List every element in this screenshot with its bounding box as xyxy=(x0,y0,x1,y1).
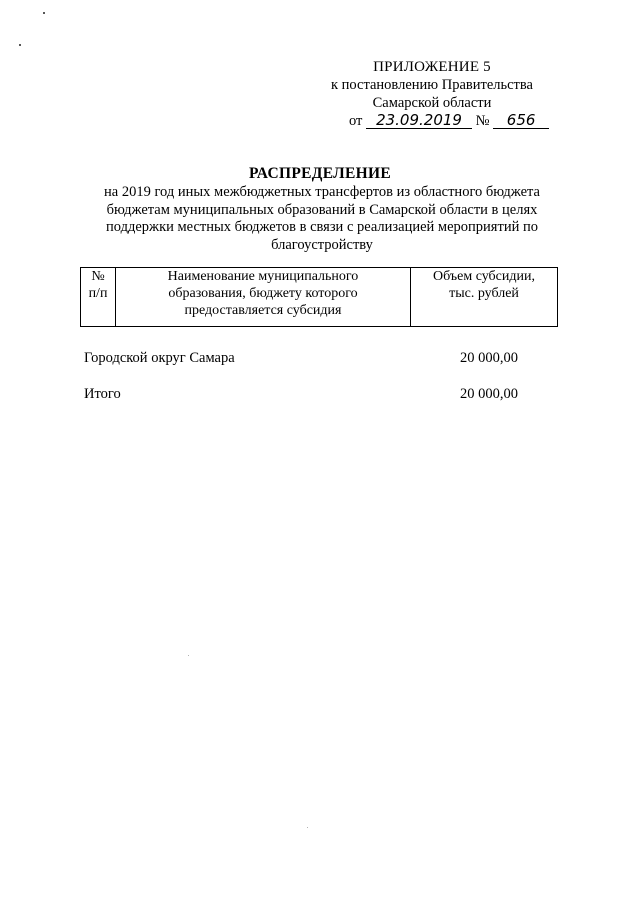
distribution-table-header xyxy=(80,267,558,327)
total-label: Итого xyxy=(84,386,121,402)
scan-speck xyxy=(307,827,308,828)
appendix-line: к постановлению Правительства xyxy=(331,77,533,93)
handwritten-date: 23.09.2019 xyxy=(366,112,472,129)
appendix-title: ПРИЛОЖЕНИЕ 5 xyxy=(373,59,491,75)
date-prefix: от xyxy=(349,113,363,129)
header-line: п/п xyxy=(88,286,108,301)
subtitle-line: бюджетам муниципальных образований в Самарской области в целях xyxy=(106,201,538,218)
appendix-block xyxy=(312,58,552,112)
resolution-date-line xyxy=(349,112,549,130)
scan-speck xyxy=(188,655,189,656)
scan-speck xyxy=(19,44,21,46)
header-line: Наименование муниципального xyxy=(167,269,359,284)
header-line: № xyxy=(91,269,105,284)
header-line: образования, бюджету которого xyxy=(168,286,358,301)
document-subtitle xyxy=(80,184,564,254)
subtitle-line: благоустройству xyxy=(271,236,373,253)
header-line: Объем субсидии, xyxy=(433,269,535,284)
subtitle-line: поддержки местных бюджетов в связи с реализацией мероприятий по xyxy=(106,219,538,235)
total-amount: 20 000,00 xyxy=(460,386,518,402)
document-title: РАСПРЕДЕЛЕНИЕ xyxy=(249,165,391,182)
table-header-row xyxy=(81,268,558,327)
column-amount-header xyxy=(411,268,558,327)
column-number-header xyxy=(81,268,116,327)
handwritten-number: 656 xyxy=(493,112,549,129)
scan-speck xyxy=(43,12,45,14)
header-line: предоставляется субсидия xyxy=(184,303,342,318)
subtitle-line: на 2019 год иных межбюджетных трансфертов из областного бюджета xyxy=(104,184,540,200)
number-prefix: № xyxy=(475,113,490,129)
subsidy-amount: 20 000,00 xyxy=(460,350,518,366)
appendix-line: Самарской области xyxy=(372,95,492,111)
municipality-name: Городской округ Самара xyxy=(84,350,235,366)
header-line: тыс. рублей xyxy=(449,286,519,301)
column-municipality-header xyxy=(116,268,411,327)
